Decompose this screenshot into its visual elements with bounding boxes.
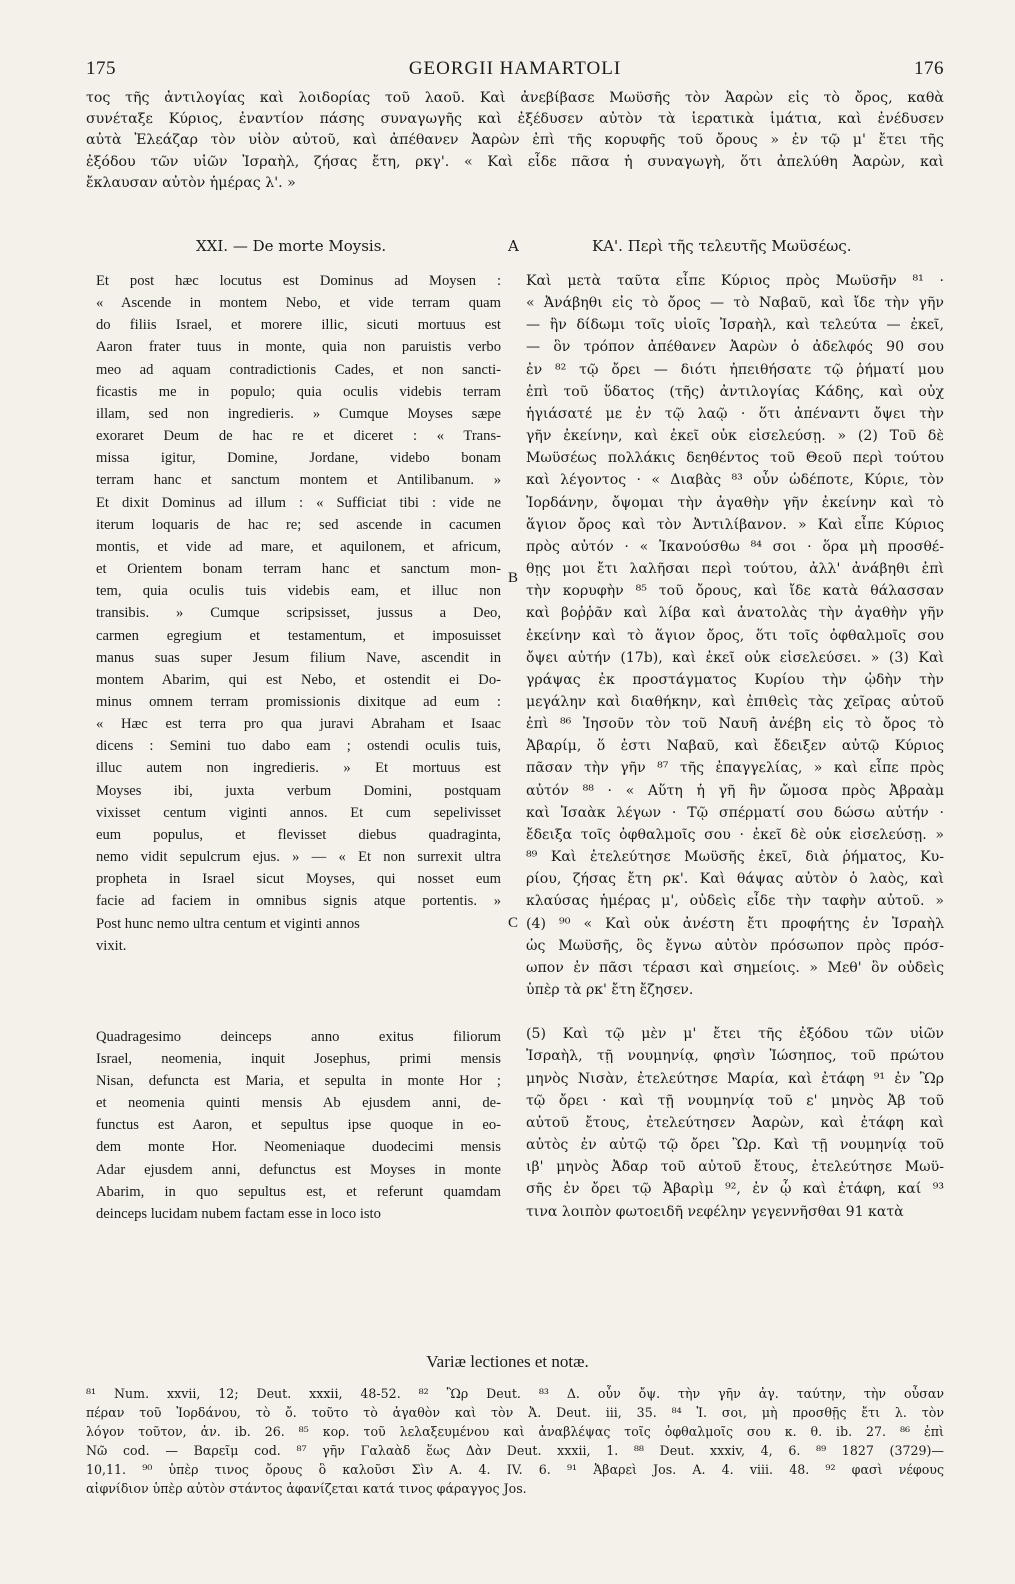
text-line: missa igitur, Domine, Jordane, videbo bonam <box>96 450 501 467</box>
text-line: θῃς μοι ἔτι λαλῆσαι περὶ τούτου, ἀλλ' ἀνάβηθι ἐπὶ <box>526 561 944 578</box>
text-line: deinceps lucidam nubem factam esse in loco isto <box>96 1205 381 1222</box>
text-line: τος τῆς ἀντιλογίας καὶ λοιδορίας τοῦ λαοῦ. Καὶ ἀνεβίβασε Μωϋσῆς τὸν Ἀαρὼν εἰς τὸ ὄρος, καθὰ <box>86 90 944 106</box>
footnote-line: πέραν τοῦ Ἰορδάνου, τὸ ὄ. τοῦτο τὸ ἀγαθὸν καὶ τὸν Ἀ. Deut. iii, 35. ⁸⁴ Ἱ. σοι, μὴ προσθῇς ἔτι λ. τὸν <box>86 1405 944 1420</box>
right-page-number: 176 <box>913 58 944 79</box>
intro-paragraph <box>86 88 944 194</box>
text-line: ρίου, ζήσας ἔτη ρκ'. Καὶ θάψας αὐτὸν ὁ λαὸς, καὶ <box>526 871 944 888</box>
text-line: Adar ejusdem anni, defunctus est Moyses in monte <box>96 1161 501 1178</box>
text-line: αὐτὸς ἐν αὐτῷ τῷ ὄρει Ὢρ. Καὶ τῇ νουμηνίᾳ τοῦ <box>526 1137 944 1154</box>
text-line: — ἣν δίδωμι τοῖς υἱοῖς Ἰσραὴλ, καὶ τελεύτα — ἐκεῖ, <box>526 317 944 334</box>
text-line: dicens : Semini tuo dabo eam ; ostendi oculis tuis, <box>96 738 501 755</box>
latin-column <box>96 270 501 957</box>
text-line: exoraret Deum de hac re et diceret : « Trans- <box>96 428 501 445</box>
notes-title: Variæ lectiones et notæ. <box>426 1352 589 1371</box>
text-line: « Ἀνάβηθι εἰς τὸ ὄρος — τὸ Ναβαῦ, καὶ ἴδε τὴν γῆν <box>526 295 944 312</box>
text-line: τῷ ὄρει · καὶ τῇ νουμηνίᾳ τοῦ ε' μηνὸς Ἀβ τοῦ <box>526 1092 944 1109</box>
footnote-line: αἰφνίδιον ὑπὲρ αὐτὸν στάντος ἀφανίζεται κατά τινος φάραγγος Jos. <box>86 1481 527 1496</box>
text-line: ⁸⁹ Καὶ ἐτελεύτησε Μωϋσῆς ἐκεῖ, διὰ ῥήματος, Κυ- <box>526 849 944 866</box>
text-line: αὐτὰ Ἐλεάζαρ τὸν υἱὸν αὐτοῦ, καὶ ἀπέθανεν Ἀαρὼν ἐπὶ τῆς κορυφῆς τοῦ ὄρους » ἐν τῷ μ' ἔτει τῆς <box>86 132 944 149</box>
text-line: iterum loquaris de hac re; sed ascende in cacumen <box>96 516 501 533</box>
running-title: GEORGII HAMARTOLI <box>408 58 622 79</box>
text-line: functus est Aaron, et sepultus ipse quoque in eo- <box>96 1117 501 1134</box>
text-line: et neomenia quinti mensis Ab ejusdem anni, de- <box>96 1095 501 1112</box>
footnote-line: ⁸¹ Num. xxvii, 12; Deut. xxxii, 48-52. ⁸² Ὢρ Deut. ⁸³ Δ. οὖν ὄψ. τὴν γῆν ἀγ. ταύτην, τὴν οὖσαν <box>86 1386 944 1401</box>
text-line: do filiis Israel, et morere illic, sicuti mortuus est <box>96 317 501 334</box>
footnote-line: 10,11. ⁹⁰ ὑπὲρ τινος ὄρους ὃ καλοῦσι Σὶν Α. 4. IV. 6. ⁹¹ Ἀβαρεὶ Jos. A. 4. viii. 48. ⁹² φασὶ νέφους <box>86 1462 944 1477</box>
text-line: facie ad faciem in omnibus signis atque portentis. » <box>96 893 501 910</box>
text-line: transibis. » Cumque scripsisset, jussus a Deo, <box>96 605 501 622</box>
text-line: meo ad aquam contradictionis Cades, et non sancti- <box>96 361 501 378</box>
text-line: γῆν ἐκείνην, καὶ ἐκεῖ οὐκ εἰσελεύσῃ. » (2) Τοῦ δὲ <box>526 428 944 445</box>
text-line: πρὸς αὐτόν · « Ἱκανούσθω ⁸⁴ σοι · ὅρα μὴ προσθέ- <box>526 538 944 555</box>
text-line: et Orientem bonam terram hanc et sanctum mon- <box>96 561 501 578</box>
text-line: συνέταξε Κύριος, ἐναντίον πάσης συναγωγῆς καὶ ἐξέδυσεν αὐτὸν τὰ ἱερατικὰ ἱμάτια, καὶ ἐνέδυσεν <box>86 111 944 128</box>
footnotes <box>86 1384 944 1498</box>
text-line: ὄψει αὐτήν (17b), καὶ ἐκεῖ οὐκ εἰσελεύσει. » (3) Καὶ <box>526 649 944 666</box>
latin-column-continuation <box>96 1026 501 1225</box>
text-line: Ἰσραὴλ, τῇ νουμηνίᾳ, φησὶν Ἰώσηπος, τοῦ πρώτου <box>526 1048 944 1065</box>
text-line: vixisset centum viginti annos. Et cum sepelivisset <box>96 804 501 821</box>
text-line: ἐκείνην καὶ τὸ ἅγιον ὄρος, ὅτι τοῖς ὀφθαλμοῖς σου <box>526 627 944 644</box>
text-line: eum populus, et flevisset diebus quadraginta, <box>96 826 501 843</box>
text-line: Et post hæc locutus est Dominus ad Moysen : <box>96 273 501 289</box>
latin-section-heading: XXI. — De morte Moysis. <box>196 237 387 255</box>
text-line: Καὶ μετὰ ταῦτα εἶπε Κύριος πρὸς Μωϋσῆν ⁸¹ · <box>526 273 944 289</box>
text-line: Aaron frater tuus in monte, quia non paruistis verbo <box>96 339 501 356</box>
text-line: ἔκλαυσαν αὐτὸν ἡμέρας λ'. » <box>86 174 296 191</box>
text-line: ἡγιάσατέ με ἐν τῷ λαῷ · ὅτι ἀπέναντι ὄψει τὴν <box>526 405 944 422</box>
text-line: γράψας ἐκ προστάγματος Κυρίου τὴν ᾠδὴν τὴν <box>526 671 944 688</box>
margin-letter-b: B <box>508 570 519 586</box>
text-line: Et dixit Dominus ad illum : « Sufficiat tibi : vide ne <box>96 494 501 511</box>
text-line: κλαύσας ἡμέρας μ', οὐδεὶς εἶδε τὴν ταφὴν αὐτοῦ. » <box>526 893 944 910</box>
text-line: αὐτοῦ ἔτους, ἐτελεύτησεν Ἀαρὼν, καὶ ἐτάφη καὶ <box>526 1114 944 1131</box>
text-line: μεγάλην καὶ διαθήκην, καὶ ἐπιθεὶς τὰς χεῖρας αὐτοῦ <box>526 693 944 710</box>
text-line <box>526 1001 944 1023</box>
text-line: terram hanc et sanctum montem et Antilibanum. » <box>96 472 501 489</box>
text-line: minus omnem terram promissionis dixitque ad eum : <box>96 693 501 710</box>
text-line: « Ascende in montem Nebo, et vide terram quam <box>96 295 501 312</box>
text-line: ἐπὶ ⁸⁶ Ἰησοῦν τὸν τοῦ Ναυῆ ἀνέβη εἰς τὸ ὄρος τὸ <box>526 716 944 733</box>
text-line: ιβ' μηνὸς Ἀδαρ τοῦ αὐτοῦ ἔτους, ἐτελεύτησε Μωϋ- <box>526 1159 944 1176</box>
text-line: σῆς ἐν ὄρει τῷ Ἀβαρὶμ ⁹², ἐν ᾧ καὶ ἐτάφη, καί ⁹³ <box>526 1181 944 1198</box>
text-line: — ὃν τρόπον ἀπέθανεν Ἀαρὼν ὁ ἀδελφός 90 σου <box>526 339 944 356</box>
text-line: Post hunc nemo ultra centum et viginti annos <box>96 915 360 932</box>
footnote-line: Νῶ cod. — Βαρεῖμ cod. ⁸⁷ γῆν Γαλαὰδ ἕως Δὰν Deut. xxxii, 1. ⁸⁸ Deut. xxxiv, 4, 6. ⁸⁹ 1827 (3729)— <box>86 1443 944 1458</box>
text-line: ἔδειξα τοῖς ὀφθαλμοῖς σου · ἐκεῖ δὲ οὐκ εἰσελεύσῃ. » <box>526 826 944 843</box>
greek-column <box>526 270 944 1223</box>
text-line: καὶ Ἰσαὰκ λέγων · Τῷ σπέρματί σου δώσω αὐτήν · <box>526 804 944 821</box>
text-line: καὶ λέγοντος · « Διαβὰς ⁸³ οὖν ὡδέποτε, Κύριε, τὸν <box>526 472 944 489</box>
margin-letter-c: C <box>508 915 519 931</box>
greek-section-heading: ΚΑ'. Περὶ τῆς τελευτῆς Μωϋσέως. <box>592 237 852 255</box>
text-line: Ἰορδάνην, ὄψομαι τὴν ἀγαθὴν γῆν ἐκείνην καὶ τὸ <box>526 494 944 511</box>
text-line: carmen egregium et testamentum, et imposuisset <box>96 627 501 644</box>
column-marker: A <box>508 237 519 255</box>
text-line: nemo vidit sepulcrum ejus. » — « Et non surrexit ultra <box>96 849 501 866</box>
text-line: Ἀβαρίμ, ὅ ἐστι Ναβαῦ, καὶ ἔδειξεν αὐτῷ Κύριος <box>526 738 944 755</box>
text-line: αὐτόν ⁸⁸ · « Αὕτη ἡ γῆ ἣν ὤμοσα πρὸς Ἀβραὰμ <box>526 782 944 799</box>
text-line: τὴν κορυφὴν ⁸⁵ τοῦ ὄρους, καὶ ἴδε κατὰ θάλασσαν <box>526 583 944 600</box>
text-line: πᾶσαν τὴν γῆν ⁸⁷ τῆς ἐπαγγελίας, » καὶ εἶπε πρὸς <box>526 760 944 777</box>
text-line: Israel, neomenia, inquit Josephus, primi mensis <box>96 1051 501 1068</box>
text-line: ωπον ἐν πᾶσι τέρασι καὶ σημείοις. » Μεθ' ὃν οὐδεὶς <box>526 959 944 976</box>
section-heading-row <box>86 237 944 261</box>
text-line: manus suas super Jesum filium Nave, ascendit in <box>96 649 501 666</box>
text-line: montem Abarim, qui est Nebo, et ostendit ei Do- <box>96 671 501 688</box>
text-line: tem, quia oculis tuis videbis eam, et illuc non <box>96 583 501 600</box>
running-header <box>86 58 944 80</box>
text-line: ficastis me in populo; quia oculis videbis terram <box>96 383 501 400</box>
text-line: ἐπὶ τοῦ ὕδατος (τῆς) ἀντιλογίας Κάδης, καὶ οὐχ <box>526 383 944 400</box>
text-line: ἐν ⁸² τῷ ὄρει — διότι ἠπειθήσατε τῷ ῥήματί μου <box>526 361 944 378</box>
text-line: propheta in Israel sicut Moyses, qui nosset eum <box>96 871 501 888</box>
text-line: Nisan, defuncta est Maria, et sepulta in monte Hor ; <box>96 1073 501 1090</box>
text-line: καὶ βοῤῥᾶν καὶ λίβα καὶ ἀνατολὰς τὴν ἀγαθὴν γῆν <box>526 605 944 622</box>
text-line: (5) Καὶ τῷ μὲν μ' ἔτει τῆς ἐξόδου τῶν υἱῶν <box>526 1026 944 1043</box>
text-line: Μωϋσέως πολλάκις δεηθέντος τοῦ Θεοῦ περὶ τούτου <box>526 450 944 467</box>
left-page-number: 175 <box>86 58 116 79</box>
text-line: illam, sed non ingredieris. » Cumque Moyses sæpe <box>96 405 501 422</box>
text-line: ὑπὲρ τὰ ρκ' ἔτη ἔζησεν. <box>526 982 694 998</box>
text-line: ἐξόδου τῶν υἱῶν Ἰσραὴλ, ζήσας ἔτη, ρκγ'. « Καὶ εἶδε πᾶσα ἡ συναγωγὴ, ὅτι ἀπελύθη Ἀαρὼν, καὶ <box>86 153 944 170</box>
text-line: illuc autem non ingredieris. » Et mortuus est <box>96 760 501 777</box>
text-line: (4) ⁹⁰ « Καὶ οὐκ ἀνέστη ἔτι προφήτης ἐν Ἰσραὴλ <box>526 915 944 932</box>
text-line: vixit. <box>96 937 127 954</box>
text-line: montis, et vide ad mare, et aquilonem, et africum, <box>96 538 501 555</box>
text-line: « Hæc est terra pro qua juravi Abraham et Isaac <box>96 716 501 733</box>
text-line: Quadragesimo deinceps anno exitus filiorum <box>96 1029 501 1045</box>
text-line: Moyses ibi, juxta verbum Domini, postquam <box>96 782 501 799</box>
text-line: dem monte Hor. Neomeniaque duodecimi mensis <box>96 1139 501 1156</box>
text-line: μηνὸς Νισὰν, ἐτελεύτησε Μαρία, καὶ ἐτάφη ⁹¹ ἐν Ὢρ <box>526 1070 944 1087</box>
text-line: ἅγιον ὄρος καὶ τὸν Ἀντιλίβανον. » Καὶ εἶπε Κύριος <box>526 516 944 533</box>
text-line: ὡς Μωϋσῆς, ὃς ἔγνω αὐτὸν πρόσωπον πρὸς πρόσ- <box>526 937 944 954</box>
text-line: τινα λοιπὸν φωτοειδῆ νεφέλην γεγεννῆσθαι 91 κατὰ <box>526 1203 904 1220</box>
footnote-line: λόγον τοῦτον, ἀν. ib. 26. ⁸⁵ κορ. τοῦ λελαξευμένου καὶ ἀναβλέψας τοῖς ὀφθαλμοῖς σου κ. θ. ib. 27. ⁸⁶ ἐπὶ <box>86 1424 944 1439</box>
text-line: Abarim, in quo sepultus est, et referunt quamdam <box>96 1183 501 1200</box>
